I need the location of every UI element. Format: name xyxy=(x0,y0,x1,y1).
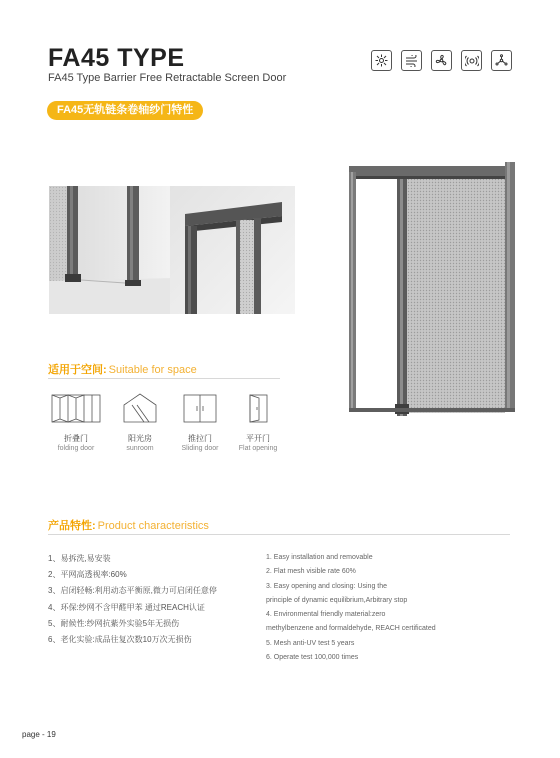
page-number: page - 19 xyxy=(22,730,56,739)
page-subtitle: FA45 Type Barrier Free Retractable Screen Door xyxy=(48,72,287,84)
door-top-corner-photo xyxy=(170,186,295,314)
space-item-sliding-door xyxy=(170,392,230,452)
space-item-sunroom xyxy=(110,392,170,452)
screen-door-illustration xyxy=(347,160,517,422)
list-item: methylbenzene and formaldehyde, REACH certificated xyxy=(266,625,436,633)
characteristics-list-en xyxy=(266,551,436,665)
list-item: 6、老化实验:成品往复次数10万次无损伤 xyxy=(48,635,192,645)
fan-icon xyxy=(431,50,452,71)
space-item-flat-opening xyxy=(228,392,288,452)
characteristics-divider xyxy=(48,534,510,535)
nodes-icon xyxy=(491,50,512,71)
space-heading-en: Suitable for space xyxy=(108,364,197,376)
list-item: 4、环保:纱网不含甲醛甲苯 通过REACH认证 xyxy=(48,602,205,612)
space-item-label-cn: 阳光房 xyxy=(128,434,152,443)
characteristics-heading-en: Product characteristics xyxy=(97,520,209,532)
space-item-label-en: folding door xyxy=(57,445,95,452)
sliding-door-icon xyxy=(180,392,220,424)
list-item: 1. Easy installation and removable xyxy=(266,554,373,561)
space-item-label-en: Sliding door xyxy=(181,445,219,452)
characteristics-heading xyxy=(48,517,209,533)
list-item: 3. Easy opening and closing: Using the xyxy=(266,582,388,590)
space-item-label-cn: 折叠门 xyxy=(64,434,88,443)
folding-door-icon xyxy=(50,392,102,424)
space-heading-cn: 适用于空间: xyxy=(48,364,107,376)
wind-icon xyxy=(371,50,392,71)
characteristics-heading-cn: 产品特性: xyxy=(48,520,96,532)
list-item: 6. Operate test 100,000 times xyxy=(266,654,359,662)
list-item: principle of dynamic equilibrium,Arbitrary stop xyxy=(266,596,408,604)
list-item: 2、平网高透视率:60% xyxy=(48,570,127,580)
list-item: 3、启闭轻畅:利用动态平衡原,微力可启闭任意停 xyxy=(48,586,217,596)
feature-icon-row xyxy=(371,50,512,71)
flat-opening-icon xyxy=(238,392,278,424)
space-section-divider xyxy=(48,378,280,379)
sunroom-icon xyxy=(120,392,160,424)
page-title: FA45 TYPE xyxy=(48,44,185,72)
sound-icon xyxy=(461,50,482,71)
list-item: 4. Environmental friendly material:zero xyxy=(266,611,386,619)
space-item-label-en: Flat opening xyxy=(238,445,278,452)
space-item-label-cn: 推拉门 xyxy=(188,434,212,443)
airflow-icon xyxy=(401,50,422,71)
door-corner-photo xyxy=(49,186,174,314)
feature-badge: FA45无轨链条卷轴纱门特性 xyxy=(47,101,203,120)
space-item-label-en: sunroom xyxy=(126,445,154,452)
space-item-folding-door xyxy=(46,392,106,452)
list-item: 5. Mesh anti-UV test 5 years xyxy=(266,639,355,647)
list-item: 1、易拆洗,易安装 xyxy=(48,554,111,563)
list-item: 5、耐候性:纱网抗紫外实验5年无损伤 xyxy=(48,618,180,628)
characteristics-list-cn xyxy=(48,551,217,648)
space-item-label-cn: 平开门 xyxy=(246,434,270,443)
space-section-heading xyxy=(48,361,197,377)
list-item: 2. Flat mesh visible rate 60% xyxy=(266,568,356,576)
